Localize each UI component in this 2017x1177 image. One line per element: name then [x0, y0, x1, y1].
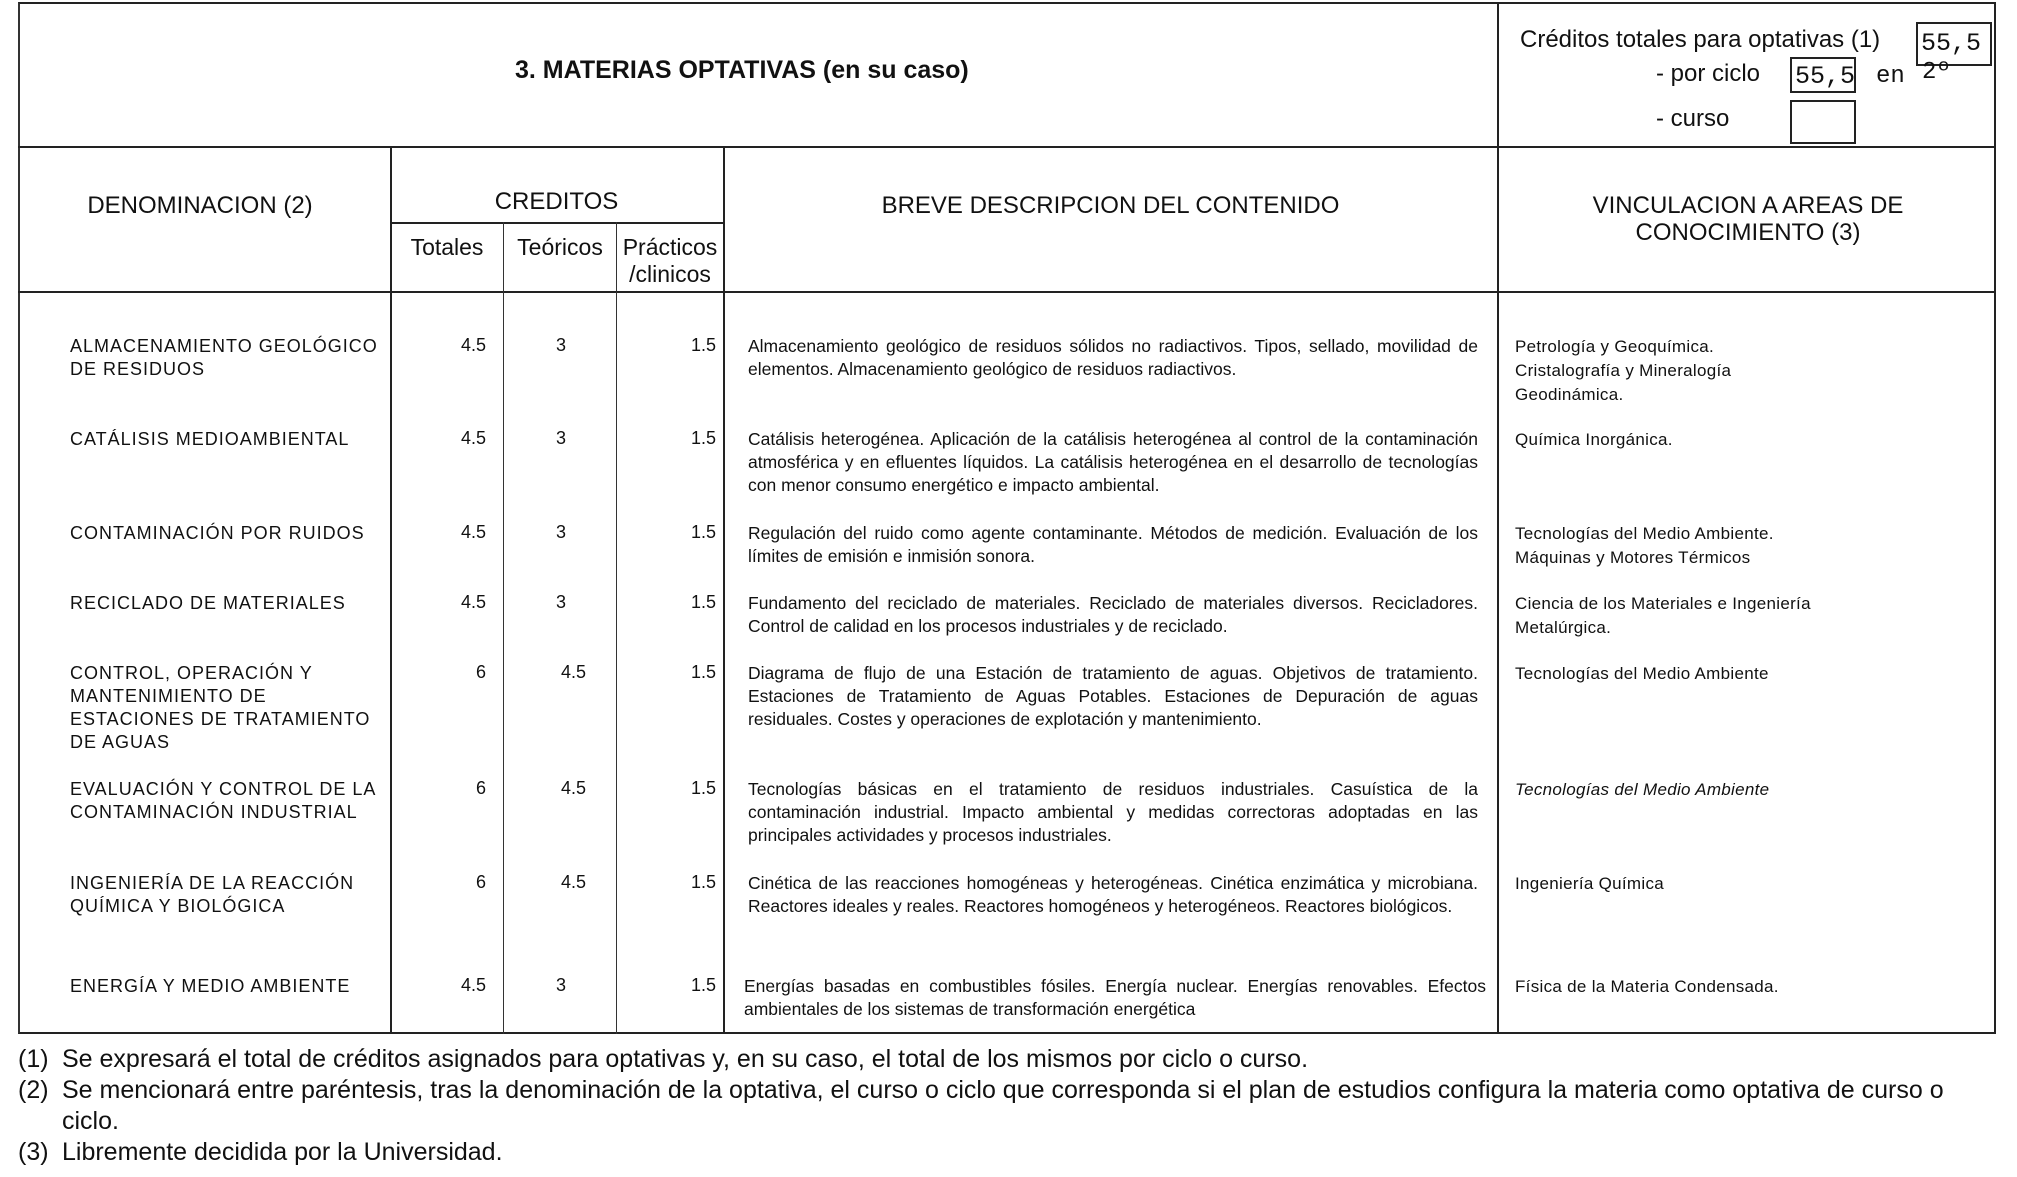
col-header-denominacion: DENOMINACION (2)	[87, 192, 313, 219]
vinculacion-cell: Química Inorgánica.	[1515, 430, 1673, 449]
vinculacion-cell: Petrología y Geoquímica. Cristalografía y Mineralogía Geodinámica.	[1515, 337, 1732, 404]
footnote-text: Se mencionará entre paréntesis, tras la denominación de la optativa, el curso o ciclo que corresponda si el plan de estudios configura la materia como optativa de curso o ciclo.	[62, 1076, 1944, 1135]
en-label: en	[1876, 63, 1905, 90]
col-header-creditos: CREDITOS	[494, 188, 619, 215]
curso-box	[1790, 100, 1856, 144]
denominacion-cell: CONTROL, OPERACIÓN Y MANTENIMIENTO DE ESTACIONES DE TRATAMIENTO DE AGUAS	[70, 663, 371, 752]
descripcion-cell: Regulación del ruido como agente contaminante. Métodos de medición. Evaluación de los límites de emisión e inmisión sonora.	[748, 523, 1478, 566]
denominacion-cell: EVALUACIÓN Y CONTROL DE LA CONTAMINACIÓN INDUSTRIAL	[70, 779, 376, 822]
por-ciclo-box: 55,5	[1790, 57, 1856, 93]
practicos-column-border	[616, 222, 617, 1034]
vinculacion-cell: Ciencia de los Materiales e Ingeniería Metalúrgica.	[1515, 594, 1811, 637]
teoricos-cell: 4.5	[560, 662, 586, 682]
curso-label: - curso	[1656, 105, 1730, 132]
descripcion-cell: Energías basadas en combustibles fósiles. Energía nuclear. Energías renovables. Efectos ambientales de los sistemas de transformación energética	[744, 976, 1486, 1019]
practicos-cell: 1.5	[690, 522, 716, 542]
vinculacion-cell: Tecnologías del Medio Ambiente	[1515, 664, 1769, 683]
totales-cell: 4.5	[460, 428, 486, 448]
footnote-2	[18, 1075, 1998, 1137]
teoricos-cell: 3	[555, 428, 566, 448]
practicos-cell: 1.5	[690, 428, 716, 448]
vinculacion-cell: Ingeniería Química	[1515, 874, 1665, 893]
footnote-text: Libremente decidida por la Universidad.	[62, 1138, 503, 1166]
col-header-clinicos: /clinicos	[629, 261, 711, 287]
col-header-vinculacion-1: VINCULACION A AREAS DE	[1592, 192, 1904, 219]
teoricos-cell: 3	[555, 335, 566, 355]
footnote-text: Se expresará el total de créditos asignados para optativas y, en su caso, el total de los mismos por ciclo o curso.	[62, 1045, 1309, 1073]
teoricos-cell: 4.5	[560, 872, 586, 892]
denominacion-cell: RECICLADO DE MATERIALES	[70, 593, 346, 613]
section-title: 3. MATERIAS OPTATIVAS (en su caso)	[515, 56, 969, 84]
creditos-totales-label: Créditos totales para optativas (1)	[1520, 26, 1881, 53]
ciclo-value: 2º	[1922, 59, 1951, 86]
col-header-vinculacion-2: CONOCIMIENTO (3)	[1635, 219, 1861, 246]
teoricos-cell: 4.5	[560, 778, 586, 798]
descripcion-cell: Tecnologías básicas en el tratamiento de residuos industriales. Casuística de la contaminación industrial. Impacto ambiental y medidas correctoras adoptadas en las principales actividades y procesos industriales.	[748, 779, 1478, 845]
practicos-cell: 1.5	[690, 975, 716, 995]
descripcion-cell: Fundamento del reciclado de materiales. Reciclado de materiales diversos. Recicladores. Control de calidad en los procesos industriales y de reciclado.	[748, 593, 1478, 636]
col-header-teoricos: Teóricos	[517, 234, 603, 260]
practicos-cell: 1.5	[690, 662, 716, 682]
descripcion-cell: Cinética de las reacciones homogéneas y heterogéneas. Cinética enzimática y microbiana. Reactores ideales y reales. Reactores homogéneos y heterogéneos. Reactores biológicos.	[748, 873, 1478, 916]
totales-cell: 4.5	[460, 975, 486, 995]
column-header-divider	[18, 291, 1996, 293]
creditos-subheader-divider	[390, 222, 723, 224]
denominacion-cell: ALMACENAMIENTO GEOLÓGICO DE RESIDUOS	[70, 336, 378, 379]
denominacion-cell: CATÁLISIS MEDIOAMBIENTAL	[70, 429, 350, 449]
totales-cell: 4.5	[460, 335, 486, 355]
totales-cell: 6	[475, 872, 486, 892]
descripcion-cell: Catálisis heterogénea. Aplicación de la catálisis heterogénea al control de la contaminación atmosférica y en efluentes líquidos. La catálisis heterogénea en el desarrollo de tecnologías con menor consumo energético e impacto ambiental.	[748, 429, 1478, 495]
denominacion-cell: CONTAMINACIÓN POR RUIDOS	[70, 523, 365, 543]
footnote-1	[18, 1044, 1998, 1075]
col-header-totales: Totales	[410, 234, 484, 260]
teoricos-cell: 3	[555, 975, 566, 995]
footnote-3	[18, 1137, 1998, 1168]
descripcion-column-border	[723, 146, 725, 1034]
footnotes	[18, 1044, 1998, 1168]
totales-cell: 6	[475, 778, 486, 798]
totales-cell: 4.5	[460, 522, 486, 542]
creditos-totales-box: 55,5	[1916, 22, 1992, 66]
footnote-key: (3)	[18, 1138, 49, 1166]
practicos-cell: 1.5	[690, 872, 716, 892]
teoricos-column-border	[503, 222, 504, 1034]
totales-cell: 4.5	[460, 592, 486, 612]
header-divider	[18, 146, 1996, 148]
practicos-cell: 1.5	[690, 335, 716, 355]
col-header-descripcion: BREVE DESCRIPCION DEL CONTENIDO	[881, 192, 1340, 219]
descripcion-cell: Almacenamiento geológico de residuos sólidos no radiactivos. Tipos, sellado, movilidad de elementos. Almacenamiento geológico de residuos radiactivos.	[748, 336, 1478, 379]
denominacion-cell: ENERGÍA Y MEDIO AMBIENTE	[70, 976, 351, 996]
footnote-key: (1)	[18, 1045, 49, 1073]
vinculacion-cell: Física de la Materia Condensada.	[1515, 977, 1779, 996]
vinculacion-cell: Tecnologías del Medio Ambiente	[1515, 780, 1770, 799]
totales-cell: 6	[475, 662, 486, 682]
col-header-practicos: Prácticos	[622, 234, 718, 260]
por-ciclo-label: - por ciclo	[1656, 60, 1761, 87]
vinculacion-cell: Tecnologías del Medio Ambiente. Máquinas y Motores Térmicos	[1515, 524, 1774, 567]
vinculacion-column-border	[1497, 2, 1499, 1034]
practicos-cell: 1.5	[690, 592, 716, 612]
descripcion-cell: Diagrama de flujo de una Estación de tratamiento de aguas. Objetivos de tratamiento. Estaciones de Tratamiento de Aguas Potables. Estaciones de Depuración de aguas residuales. Costes y operaciones de explotación y mantenimiento.	[748, 663, 1478, 729]
footnote-key: (2)	[18, 1076, 49, 1104]
practicos-cell: 1.5	[690, 778, 716, 798]
teoricos-cell: 3	[555, 522, 566, 542]
denominacion-cell: INGENIERÍA DE LA REACCIÓN QUÍMICA Y BIOLÓGICA	[70, 873, 355, 916]
teoricos-cell: 3	[555, 592, 566, 612]
